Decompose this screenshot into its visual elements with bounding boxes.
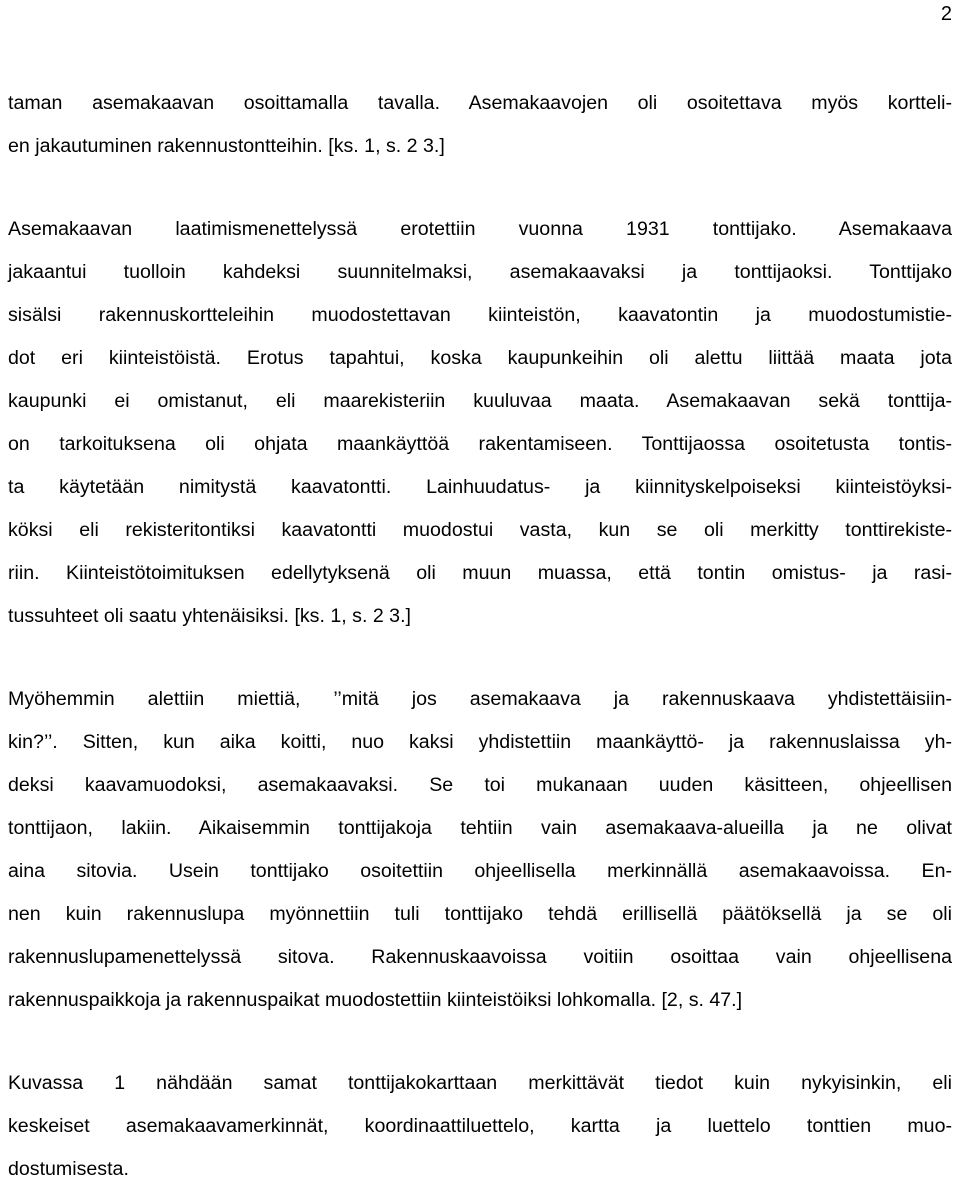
paragraph-1 [8, 82, 952, 168]
text-line: deksi kaavamuodoksi, asemakaavaksi. Se toi mukanaan uuden käsitteen, ohjeellisen [8, 774, 952, 796]
text-line: tussuhteet oli saatu yhtenäisiksi. [ks. 1, s. 2 3.] [8, 605, 411, 627]
text-line: kin?’’. Sitten, kun aika koitti, nuo kaksi yhdistettiin maankäyttö- ja rakennuslaissa yh- [8, 731, 952, 753]
paragraph-gap [8, 168, 952, 208]
page-number: 2 [940, 3, 952, 25]
paragraph-4 [8, 1062, 952, 1191]
text-line: Kuvassa 1 nähdään samat tonttijakokarttaan merkittävät tiedot kuin nykyisinkin, eli [8, 1072, 952, 1094]
text-line: sisälsi rakennuskortteleihin muodostettavan kiinteistön, kaavatontin ja muodostumistie- [8, 304, 952, 326]
text-line: Myöhemmin alettiin miettiä, ’’mitä jos asemakaava ja rakennuskaava yhdistettäisiin- [8, 688, 952, 710]
text-line: köksi eli rekisteritontiksi kaavatontti muodostui vasta, kun se oli merkitty tonttirekiste- [8, 519, 952, 541]
document-body [8, 82, 952, 1191]
paragraph-gap [8, 1022, 952, 1062]
text-line: ta käytetään nimitystä kaavatontti. Lainhuudatus- ja kiinnityskelpoiseksi kiinteistöyksi- [8, 476, 952, 498]
text-line: rakennuslupamenettelyssä sitova. Rakennuskaavoissa voitiin osoittaa vain ohjeellisena [8, 946, 952, 968]
text-line: keskeiset asemakaavamerkinnät, koordinaattiluettelo, kartta ja luettelo tonttien muo- [8, 1115, 952, 1137]
paragraph-3 [8, 678, 952, 1022]
text-line: aina sitovia. Usein tonttijako osoitettiin ohjeellisella merkinnällä asemakaavoissa. En- [8, 860, 952, 882]
text-line: nen kuin rakennuslupa myönnettiin tuli tonttijako tehdä erillisellä päätöksellä ja se oli [8, 903, 952, 925]
text-line: riin. Kiinteistötoimituksen edellytyksenä oli muun muassa, että tontin omistus- ja rasi- [8, 562, 952, 584]
text-line: on tarkoituksena oli ohjata maankäyttöä rakentamiseen. Tonttijaossa osoitetusta tontis- [8, 433, 952, 455]
text-line: kaupunki ei omistanut, eli maarekisteriin kuuluvaa maata. Asemakaavan sekä tonttija- [8, 390, 952, 412]
text-line: jakaantui tuolloin kahdeksi suunnitelmaksi, asemakaavaksi ja tonttijaoksi. Tonttijako [8, 261, 952, 283]
text-line: dot eri kiinteistöistä. Erotus tapahtui, koska kaupunkeihin oli alettu liittää maata jota [8, 347, 952, 369]
text-line: taman asemakaavan osoittamalla tavalla. Asemakaavojen oli osoitettava myös kortteli- [8, 92, 952, 114]
paragraph-2 [8, 208, 952, 638]
paragraph-gap [8, 638, 952, 678]
text-line: dostumisesta. [8, 1158, 129, 1180]
text-line: rakennuspaikkoja ja rakennuspaikat muodostettiin kiinteistöiksi lohkomalla. [2, s. 47.] [8, 989, 743, 1011]
text-line: en jakautuminen rakennustontteihin. [ks. 1, s. 2 3.] [8, 135, 445, 157]
text-line: Asemakaavan laatimismenettelyssä erotettiin vuonna 1931 tonttijako. Asemakaava [8, 218, 952, 240]
text-line: tonttijaon, lakiin. Aikaisemmin tonttijakoja tehtiin vain asemakaava-alueilla ja ne olivat [8, 817, 952, 839]
